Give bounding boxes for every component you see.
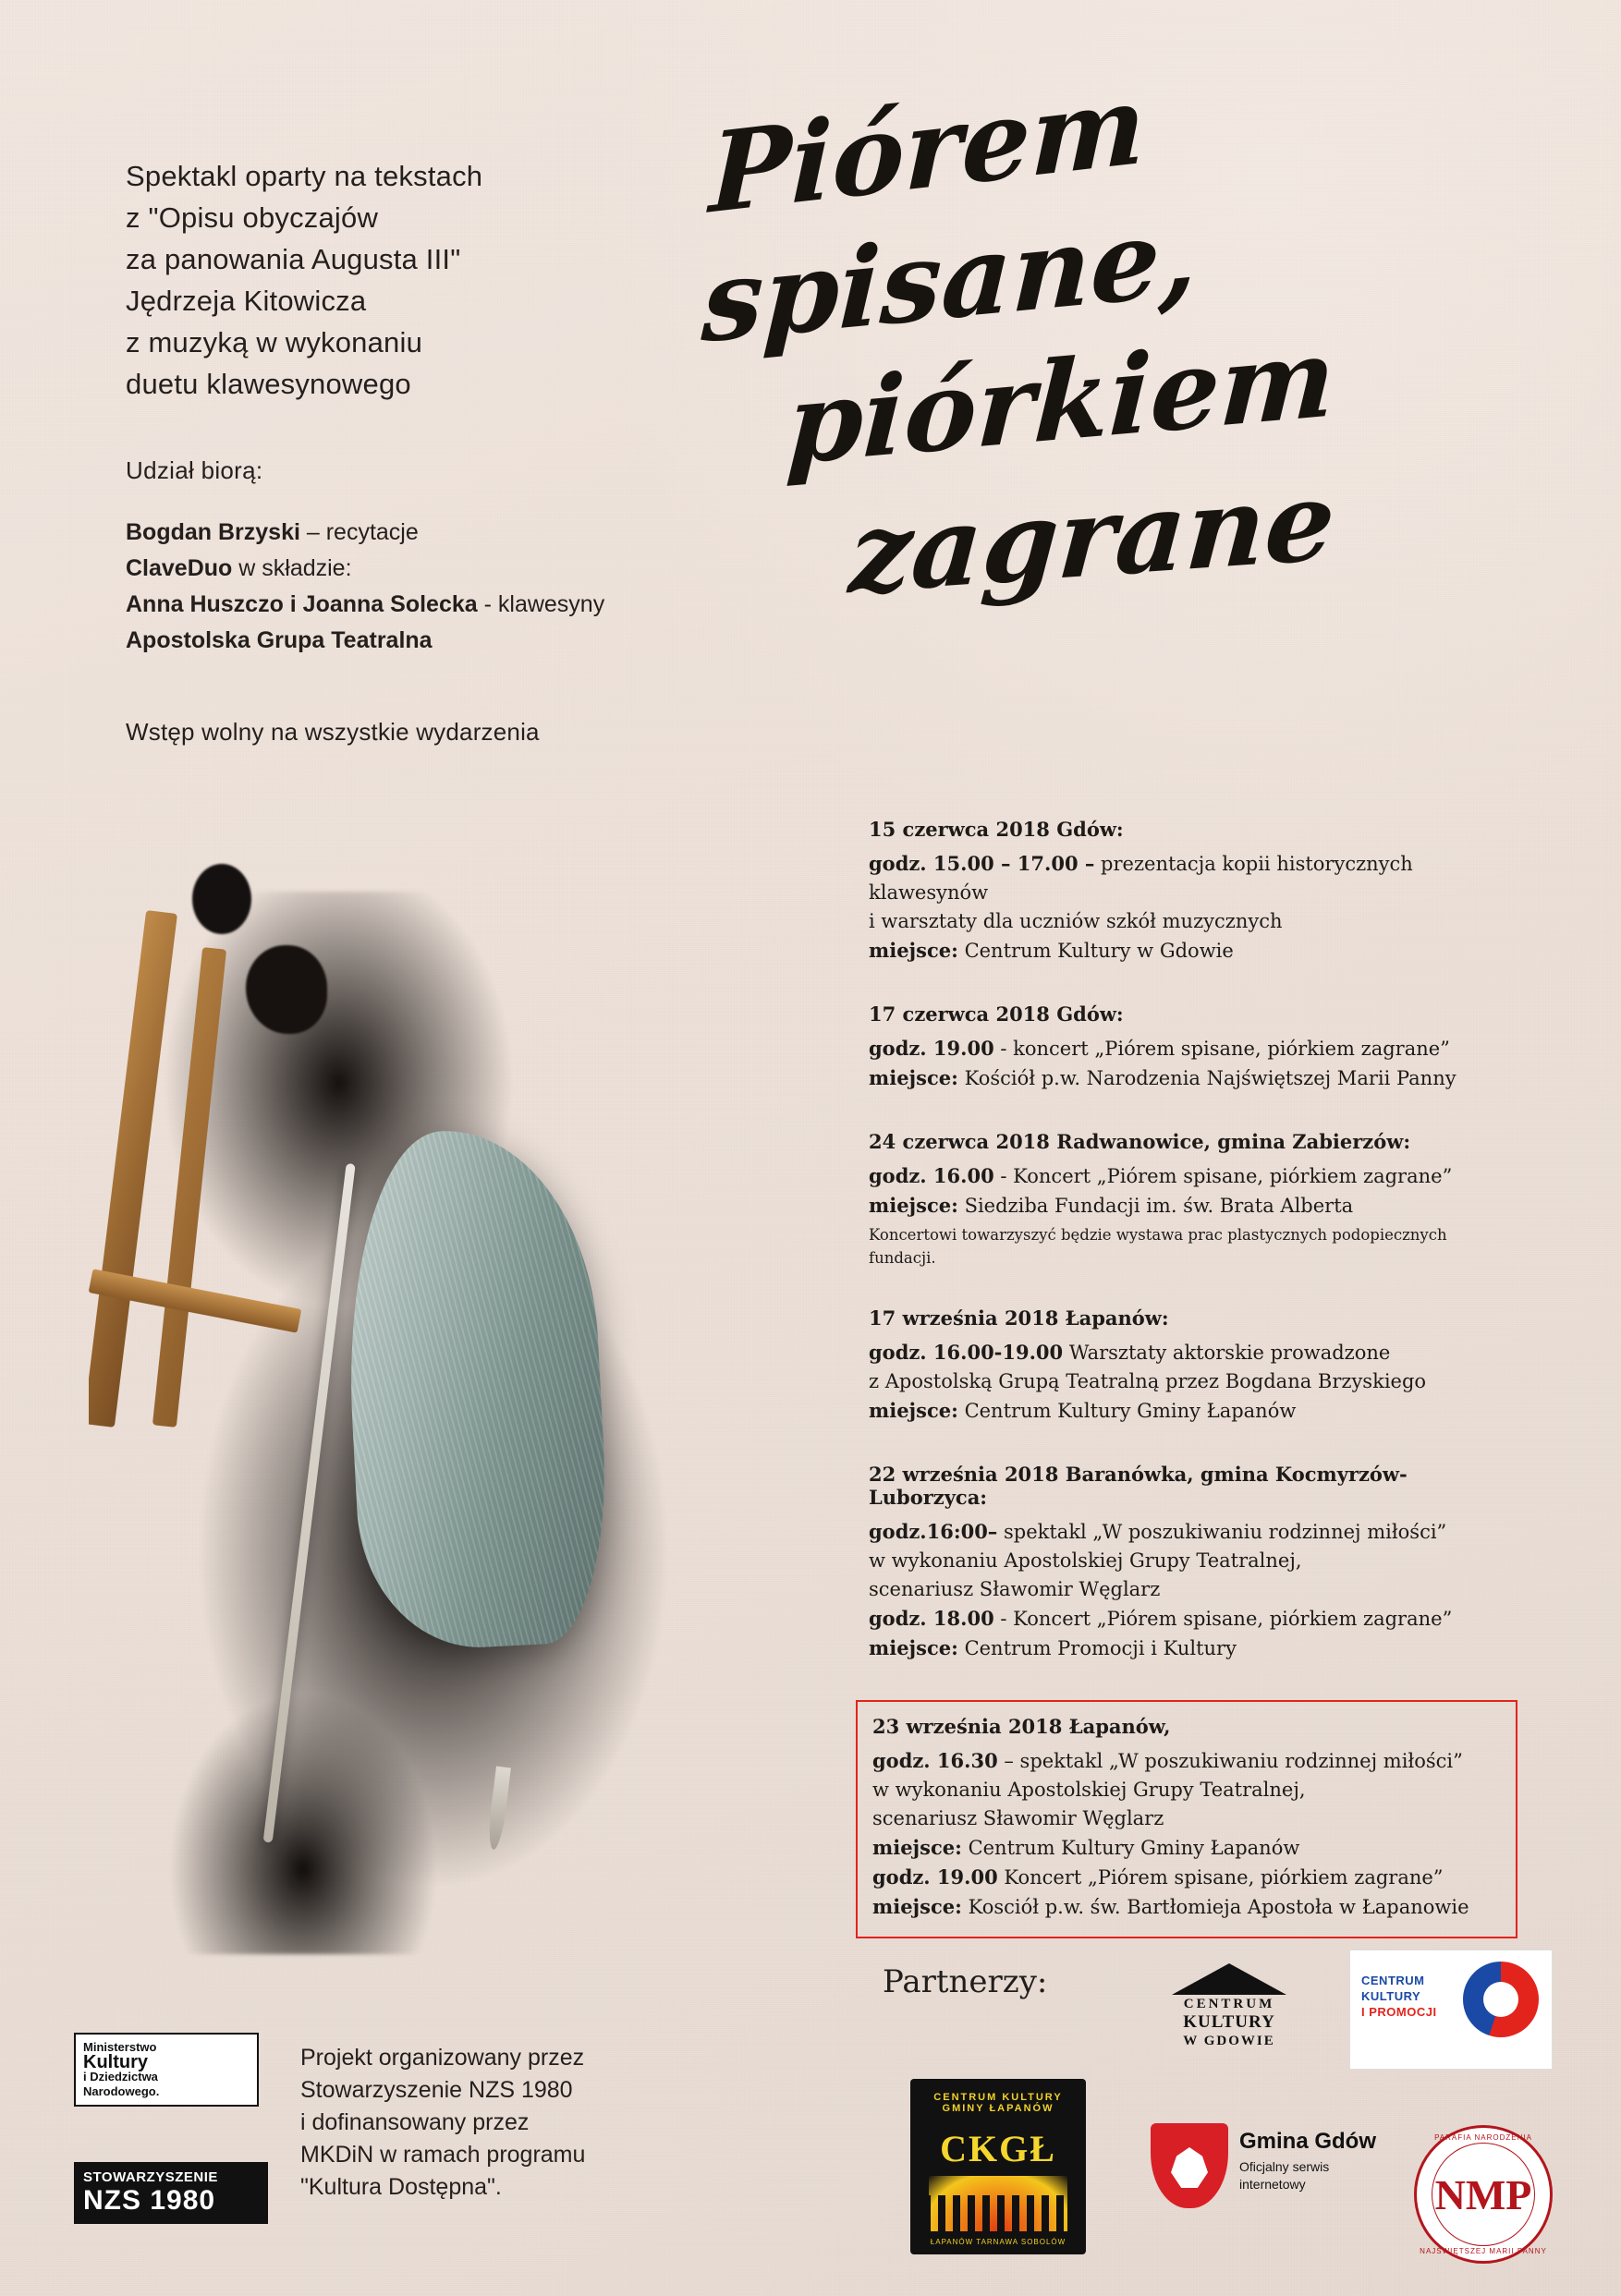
event-row-label: miejsce:: [869, 1066, 958, 1089]
event-row-label: godz. 15.00 – 17.00 –: [869, 852, 1095, 875]
event-row: [872, 1776, 1501, 1804]
title-line-2: spisane,: [699, 189, 1201, 368]
intro-line: z "Opisu obyczajów: [126, 201, 379, 234]
organizer-line: MKDiN w ramach programu: [300, 2142, 586, 2168]
ministry-line: i Dziedzictwa: [83, 2070, 158, 2083]
gmina-title: Gmina Gdów: [1239, 2129, 1377, 2154]
event-heading: 24 czerwca 2018 Radwanowice, gmina Zabierzów:: [869, 1130, 1411, 1153]
event-heading: 23 września 2018 Łapanów,: [872, 1715, 1171, 1738]
event-row: [869, 1634, 1516, 1663]
centrum-kultury-w-gdowie-logo: [1146, 1963, 1312, 2083]
event-row: [872, 1892, 1501, 1922]
schedule-event: [869, 1463, 1516, 1663]
intro-lead: [126, 155, 680, 405]
organizer-line: "Kultura Dostępna".: [300, 2174, 502, 2200]
event-row-text: - Koncert „Piórem spisane, piórkiem zagrane”: [993, 1165, 1453, 1187]
shield-icon: [1151, 2123, 1228, 2208]
silhouette-shape: [246, 945, 327, 1034]
event-row: [869, 1517, 1516, 1547]
cast-name: Anna Huszczo i Joanna Solecka: [126, 591, 478, 617]
cast-role: - klawesyny: [477, 591, 605, 617]
intro-line: duetu klawesynowego: [126, 368, 411, 400]
event-row-text: spektakl „W poszukiwaniu rodzinnej miłości”: [997, 1521, 1447, 1543]
event-row: [869, 1191, 1516, 1221]
event-row-text: Kościół p.w. Narodzenia Najświętszej Marii Panny: [957, 1067, 1456, 1089]
cast-item: [126, 587, 680, 623]
nzs-line: [83, 2185, 259, 2217]
feather-shaft: [263, 1163, 356, 1843]
event-row: [869, 936, 1516, 966]
organizer-line: i dofinansowany przez: [300, 2109, 530, 2135]
event-schedule: [869, 818, 1516, 1975]
ckgl-arc-text: CENTRUM KULTURY GMINY ŁAPANÓW: [933, 2092, 1063, 2114]
event-row-label: godz. 16.00: [869, 1164, 994, 1187]
event-row-text: scenariusz Sławomir Węglarz: [872, 1807, 1164, 1829]
schedule-event: [869, 818, 1516, 966]
organizer-line: Stowarzyszenie NZS 1980: [300, 2077, 573, 2103]
ministry-line: Kultury: [83, 2052, 148, 2072]
event-row-label: godz. 19.00: [869, 1037, 994, 1060]
event-row-text: Centrum Kultury w Gdowie: [957, 940, 1234, 962]
event-row-text: Siedziba Fundacji im. św. Brata Alberta: [957, 1195, 1354, 1217]
event-row-label: godz. 16.00-19.00: [869, 1341, 1064, 1364]
participants-title: Udział biorą:: [126, 456, 263, 484]
event-row: [869, 907, 1516, 936]
event-note: Koncertowi towarzyszyć będzie wystawa prac plastycznych podopiecznych fundacji.: [869, 1226, 1447, 1267]
event-row: [869, 1063, 1516, 1093]
event-row: [869, 1575, 1516, 1604]
schedule-event: [869, 1306, 1516, 1426]
event-row: [869, 1367, 1516, 1396]
title-line-1: Piórem: [708, 58, 1148, 238]
event-row-text: i warsztaty dla uczniów szkół muzycznych: [869, 910, 1283, 932]
ministry-line: Ministerstwo: [83, 2040, 157, 2054]
title-line-4: zagrane: [846, 455, 1340, 619]
centrum-kultury-i-promocji-logo: [1349, 1950, 1553, 2070]
event-row-label: miejsce:: [869, 939, 958, 962]
event-row-text: – spektakl „W poszukiwaniu rodzinnej miłości”: [997, 1750, 1463, 1772]
cast-list: [126, 515, 680, 659]
organizer-text: [300, 2042, 585, 2204]
crowd-silhouette-icon: [923, 2195, 1073, 2238]
gdow-line: W GDOWIE: [1183, 2034, 1275, 2048]
event-row: [869, 1547, 1516, 1575]
nzs-line: STOWARZYSZENIE: [83, 2169, 218, 2185]
event-row-label: godz.16:00–: [869, 1520, 998, 1543]
event-row: [872, 1833, 1501, 1863]
title-line-3: piórkiem: [784, 311, 1339, 490]
cast-role: – recytacje: [299, 519, 419, 545]
event-row: [869, 1034, 1516, 1063]
event-row-label: miejsce:: [869, 1399, 958, 1422]
event-row-text: prezentacja kopii historycznych klawesynów: [869, 853, 1413, 904]
event-heading: 17 czerwca 2018 Gdów:: [869, 1002, 1124, 1026]
feather-vane: [337, 1124, 614, 1653]
eagle-icon: [1171, 2147, 1208, 2188]
parish-ring-bottom: NAJŚWIĘTSZEJ MARII PANNY: [1420, 2247, 1547, 2255]
event-row-text: Centrum Promocji i Kultury: [957, 1637, 1237, 1659]
nzs-abbrev: NZS: [83, 2185, 141, 2216]
ckip-logo-text: [1361, 1973, 1437, 2020]
intro-line: Spektakl oparty na tekstach: [126, 160, 483, 192]
house-roof-icon: [1172, 1963, 1286, 1995]
event-heading: 15 czerwca 2018 Gdów:: [869, 818, 1124, 841]
event-row-text: scenariusz Sławomir Węglarz: [869, 1578, 1161, 1600]
partners-label: Partnerzy:: [883, 1963, 1048, 2000]
event-row: [869, 849, 1516, 907]
event-row-text: w wykonaniu Apostolskiej Grupy Teatralnej,: [869, 1549, 1302, 1572]
event-row-text: Koncert „Piórem spisane, piórkiem zagrane”: [997, 1866, 1444, 1889]
parish-logo: [1414, 2125, 1553, 2264]
ministry-logo-text: [74, 2033, 259, 2107]
ministry-of-culture-logo: [74, 2033, 259, 2107]
event-row: [869, 1161, 1516, 1191]
cast-name: Bogdan Brzyski: [126, 519, 300, 545]
event-row-text: z Apostolską Grupą Teatralną przez Bogdana Brzyskiego: [869, 1370, 1427, 1392]
parish-monogram: NMP: [1434, 2170, 1532, 2218]
ckip-line: I PROMOCJI: [1361, 2005, 1437, 2019]
event-row: [872, 1863, 1501, 1892]
event-row-text: Centrum Kultury Gminy Łapanów: [957, 1400, 1297, 1422]
event-row: [872, 1746, 1501, 1776]
cast-item: [126, 551, 680, 587]
gdow-line: KULTURY: [1183, 2012, 1275, 2032]
quill-feather-icon: [226, 1123, 652, 1881]
feather-photograph: [89, 836, 773, 1991]
gdow-line: CENTRUM: [1183, 1997, 1275, 2011]
event-row-text: Centrum Kultury Gminy Łapanów: [961, 1837, 1300, 1859]
event-row-text: Kosciół p.w. św. Bartłomieja Apostoła w Łapanowie: [961, 1896, 1469, 1918]
cast-item: [126, 623, 680, 659]
gmina-gdow-logo: [1151, 2116, 1391, 2217]
event-row-text: - koncert „Piórem spisane, piórkiem zagrane”: [993, 1038, 1450, 1060]
intro-line: z muzyką w wykonaniu: [126, 326, 423, 358]
ckip-line: CENTRUM: [1361, 1974, 1425, 1987]
swirl-icon: [1463, 1962, 1539, 2037]
event-row: [872, 1804, 1501, 1833]
intro-line: Jędrzeja Kitowicza: [126, 285, 367, 317]
cast-name: ClaveDuo: [126, 555, 233, 581]
event-row-label: godz. 18.00: [869, 1607, 994, 1630]
gmina-subtitle-line: internetowy: [1239, 2177, 1306, 2192]
event-row-text: w wykonaniu Apostolskiej Grupy Teatralnej,: [872, 1779, 1306, 1801]
poster-title: [699, 58, 1553, 721]
cast-item: [126, 515, 680, 551]
schedule-event: [869, 1002, 1516, 1093]
event-heading: 22 września 2018 Baranówka, gmina Kocmyrzów- Luborzyca:: [869, 1463, 1408, 1509]
event-row-label: miejsce:: [872, 1836, 962, 1859]
feather-tip: [486, 1766, 511, 1850]
nzs-year: 1980: [150, 2185, 216, 2216]
gmina-logo-text: [1239, 2129, 1376, 2193]
event-row-label: miejsce:: [869, 1636, 958, 1659]
event-row: [869, 1338, 1516, 1367]
intro-block: [126, 155, 680, 747]
organizer-line: Projekt organizowany przez: [300, 2045, 585, 2071]
ministry-line: Narodowego.: [83, 2084, 160, 2098]
gdow-logo-text: [1146, 1995, 1312, 2050]
event-row-text: - Koncert „Piórem spisane, piórkiem zagrane”: [993, 1608, 1453, 1630]
schedule-event: [869, 1130, 1516, 1269]
event-row-label: godz. 19.00: [872, 1865, 998, 1889]
ckgl-mark: CKGŁ: [940, 2128, 1056, 2169]
ckgl-logo: [910, 2079, 1086, 2254]
event-row-label: miejsce:: [869, 1194, 958, 1217]
event-row-label: godz. 16.30: [872, 1749, 998, 1772]
event-row-label: miejsce:: [872, 1895, 962, 1918]
event-row-text: Warsztaty aktorskie prowadzone: [1063, 1342, 1391, 1364]
parish-ring-top: PARAFIA NARODZENIA: [1434, 2133, 1532, 2142]
event-heading: 17 września 2018 Łapanów:: [869, 1306, 1169, 1330]
nzs-1980-logo: [74, 2162, 268, 2224]
ckip-line: KULTURY: [1361, 1989, 1421, 2003]
intro-line: za panowania Augusta III": [126, 243, 461, 275]
gmina-subtitle-line: Oficjalny serwis: [1239, 2159, 1330, 2174]
gmina-subtitle: [1239, 2158, 1376, 2193]
cast-name: Apostolska Grupa Teatralna: [126, 627, 433, 653]
ckgl-base-text: ŁAPANÓW TARNAWA SOBOLÓW: [930, 2238, 1066, 2246]
event-row: [869, 1396, 1516, 1426]
schedule-event-highlighted: [856, 1700, 1517, 1938]
free-entry-note: Wstęp wolny na wszystkie wydarzenia: [126, 718, 540, 746]
event-row: [869, 1604, 1516, 1634]
cast-role: w składzie:: [232, 555, 352, 581]
silhouette-shape: [192, 864, 251, 934]
